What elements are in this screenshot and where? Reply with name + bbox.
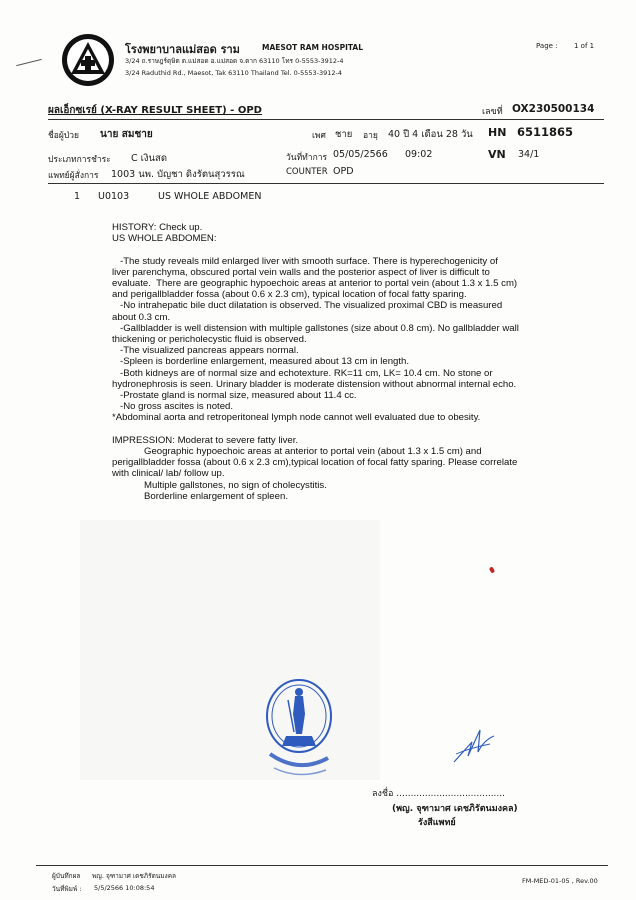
report-line: -The visualized pancreas appears normal. — [112, 345, 299, 357]
report-line: Geographic hypoechoic areas at anterior to portal vein (about 1.3 x 1.5 cm) and — [112, 446, 482, 458]
print-label: วันที่พิมพ์ : — [52, 885, 82, 893]
order-code: U0103 — [98, 191, 130, 202]
report-line — [112, 244, 582, 255]
patient-divider — [48, 183, 604, 184]
report-line: US WHOLE ABDOMEN: — [112, 233, 217, 245]
report-line: -Both kidneys are of normal size and echotexture. RK=11 cm, LK= 10.4 cm. No stone or — [112, 367, 493, 379]
report-line: liver parenchyma, obscured portal vein walls and the posterior aspect of liver is difficult to — [112, 266, 490, 278]
payment-label: ประเภทการชำระ — [48, 155, 111, 165]
report-line: Multiple gallstones, no sign of cholecystitis. — [112, 479, 327, 491]
date-value: 05/05/2566 — [333, 149, 388, 160]
page-label: Page : — [536, 42, 558, 50]
vn-value: 34/1 — [518, 149, 540, 160]
report-line: -Spleen is borderline enlargement, measured about 13 cm in length. — [112, 356, 410, 368]
payment-value: C เงินสด — [131, 153, 168, 164]
report-line: with clinical/ lab/ follow up. — [112, 468, 225, 480]
doctor-value: 1003 นพ. บัญชา ดิงรัตนสุวรรณ — [111, 169, 245, 180]
sign-line: ลงชื่อ ...................................... — [372, 789, 505, 799]
report-line: evaluate. There are geographic hypoechoic areas at anterior to portal vein (about 1.3 x 1.5 cm) — [112, 278, 518, 289]
report-body — [112, 222, 582, 502]
report-line: perigallbladder fossa (about 0.6 x 2.3 cm),typical location of focal fatty sparing. Please correlate — [112, 457, 518, 469]
report-line: thickening or pericholecystic fluid is observed. — [112, 334, 307, 346]
sheet-title: ผลเอ็กซเรย์ (X-RAY RESULT SHEET) - OPD — [48, 105, 262, 116]
hospital-logo — [60, 32, 116, 88]
patient-name-label: ชื่อผู้ป่วย — [48, 131, 80, 141]
sheet-number-label: เลขที่ — [482, 107, 503, 117]
sex-label: เพศ — [312, 131, 326, 141]
age-label: อายุ — [363, 131, 378, 141]
doctor-label: แพทย์ผู้สั่งการ — [48, 171, 99, 181]
hn-value: 6511865 — [517, 125, 574, 139]
report-line: and perigallbladder fossa (about 0.6 x 2.3 cm), typical location of focal fatty sparing. — [112, 289, 467, 301]
scan-mark — [489, 566, 495, 573]
report-line: IMPRESSION: Moderat to severe fatty liver. — [112, 434, 299, 446]
report-line: -The study reveals mild enlarged liver with smooth surface. There is hyperechogenicity of — [112, 255, 498, 267]
print-value: 5/5/2566 10:08:54 — [94, 884, 155, 892]
sex-value: ชาย — [335, 129, 353, 140]
footer-divider — [36, 865, 608, 866]
hospital-address-thai: 3/24 ถ.ราษฎร์ดุษิต ต.แม่สอด อ.แม่สอด จ.ตาก 63110 โทร 0-5553-3912-4 — [125, 57, 344, 65]
report-line: -Prostate gland is normal size, measured about 11.4 cc. — [112, 390, 357, 402]
title-divider — [48, 119, 604, 120]
report-line: HISTORY: Check up. — [112, 222, 203, 233]
patient-name-value: นาย สมชาย — [100, 129, 153, 140]
physician-role: รังสีแพทย์ — [418, 818, 456, 828]
vn-label: VN — [488, 148, 506, 161]
hospital-name-thai: โรงพยาบาลแม่สอด ราม — [125, 43, 240, 56]
hospital-stamp — [264, 674, 334, 786]
report-line: hydronephrosis is seen. Urinary bladder is moderate distension without abnormal internal echo. — [112, 378, 517, 390]
counter-label: COUNTER — [286, 167, 328, 177]
order-name: US WHOLE ABDOMEN — [158, 191, 262, 202]
sheet-number-value: OX230500134 — [512, 103, 595, 115]
hospital-name-en: MAESOT RAM HOSPITAL — [262, 43, 364, 52]
hn-label: HN — [488, 126, 507, 139]
hospital-address-en: 3/24 Raduthid Rd., Maesot, Tak 63110 Thailand Tel. 0-5553-3912-4 — [125, 69, 343, 77]
age-value: 40 ปี 4 เดือน 28 วัน — [388, 129, 473, 140]
recorder-label: ผู้บันทึกผล — [52, 872, 81, 880]
time-value: 09:02 — [405, 149, 433, 160]
physician-name: (พญ. จุฑามาศ เดชภิรัตนมงคล) — [392, 804, 518, 814]
order-no: 1 — [74, 191, 81, 202]
report-line: *Abdominal aorta and retroperitoneal lymph node cannot well evaluated due to obesity. — [112, 412, 481, 424]
report-line: -No gross ascites is noted. — [112, 401, 234, 413]
report-line — [112, 424, 582, 435]
recorder-value: พญ. จุฑามาศ เดชภิรัตนมงคล — [92, 872, 177, 880]
scan-shadow — [80, 520, 380, 780]
scan-mark — [16, 59, 41, 66]
counter-value: OPD — [333, 166, 354, 177]
report-line: -No intrahepatic bile duct dilatation is observed. The visualized proximal CBD is measured — [112, 300, 503, 312]
page-value: 1 of 1 — [574, 42, 595, 50]
date-label: วันที่ทำการ — [286, 153, 328, 163]
report-line: about 0.3 cm. — [112, 311, 171, 323]
report-line: Borderline enlargement of spleen. — [112, 490, 288, 502]
report-line: -Gallbladder is well distension with multiple gallstones (size about 0.8 cm). No gallbladder wall — [112, 322, 519, 334]
handwritten-signature — [450, 722, 498, 766]
form-code: FM-MED-01-05 , Rev.00 — [522, 877, 598, 885]
